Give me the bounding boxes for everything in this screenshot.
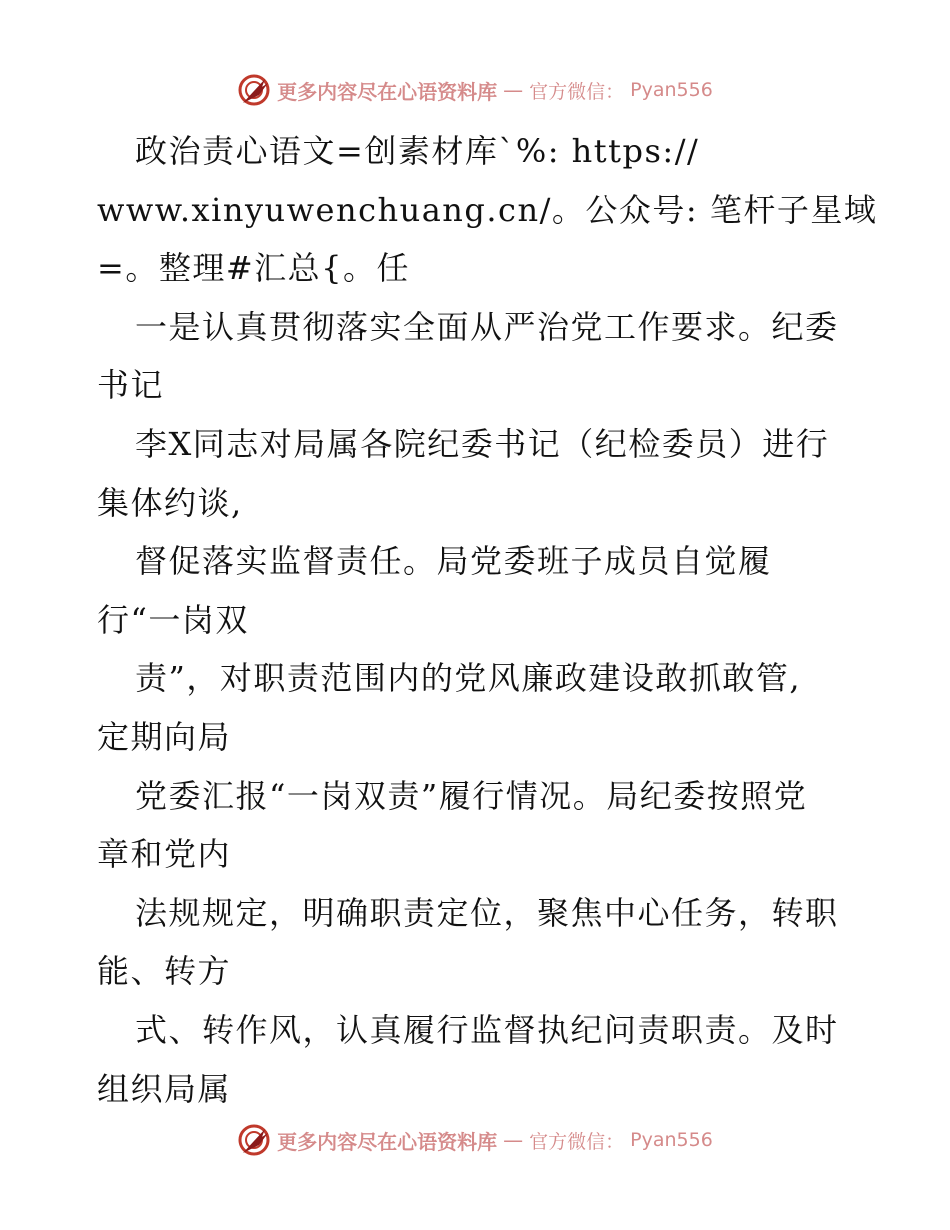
text-line: 书记 — [97, 366, 165, 405]
footer-banner-official-label: 官方微信： — [529, 1130, 625, 1153]
footer-banner-dash: — — [503, 1128, 524, 1152]
quill-logo-icon — [237, 1123, 271, 1157]
text-line: 章和党内 — [97, 835, 232, 874]
footer-banner-wechat-id: Pyan556 — [630, 1129, 713, 1151]
header-banner-official-label: 官方微信： — [529, 80, 625, 103]
quill-logo-icon — [237, 73, 271, 107]
header-banner-dash: — — [503, 78, 524, 102]
text-line: 集体约谈, — [97, 483, 243, 522]
footer-banner — [0, 1120, 950, 1160]
text-line: 李X同志对局属各院纪委书记（纪检委员）进行 — [135, 424, 830, 463]
text-line: 法规规定，明确职责定位，聚焦中心任务，转职 — [135, 893, 839, 932]
header-banner — [0, 70, 950, 110]
text-line: www.xinyuwenchuang.cn/。公众号: 笔杆子星域 — [97, 190, 878, 229]
text-line: 定期向局 — [97, 717, 232, 756]
document-body — [97, 122, 878, 1118]
text-line: 组织局属 — [97, 1069, 232, 1108]
text-line: 能、转方 — [97, 952, 232, 991]
header-banner-wechat-id: Pyan556 — [630, 79, 713, 101]
text-line: 责”，对职责范围内的党风廉政建设敢抓敢管, — [135, 659, 802, 698]
header-banner-content — [237, 73, 713, 107]
text-line: 政治责心语文=创素材库`%: https:// — [135, 132, 700, 170]
text-line: 党委汇报“一岗双责”履行情况。局纪委按照党 — [135, 776, 808, 815]
text-line: 式、转作风，认真履行监督执纪问责职责。及时 — [135, 1010, 839, 1049]
text-line: =。整理#汇总{。任 — [97, 249, 410, 288]
text-line: 督促落实监督责任。局党委班子成员自觉履 — [135, 542, 772, 581]
footer-banner-content — [237, 1123, 713, 1157]
text-line: 行“一岗双 — [97, 600, 249, 639]
text-line: 一是认真贯彻落实全面从严治党工作要求。纪委 — [135, 307, 839, 346]
header-banner-main-text: 更多内容尽在心语资料库 — [277, 79, 498, 104]
footer-banner-main-text: 更多内容尽在心语资料库 — [277, 1129, 498, 1154]
